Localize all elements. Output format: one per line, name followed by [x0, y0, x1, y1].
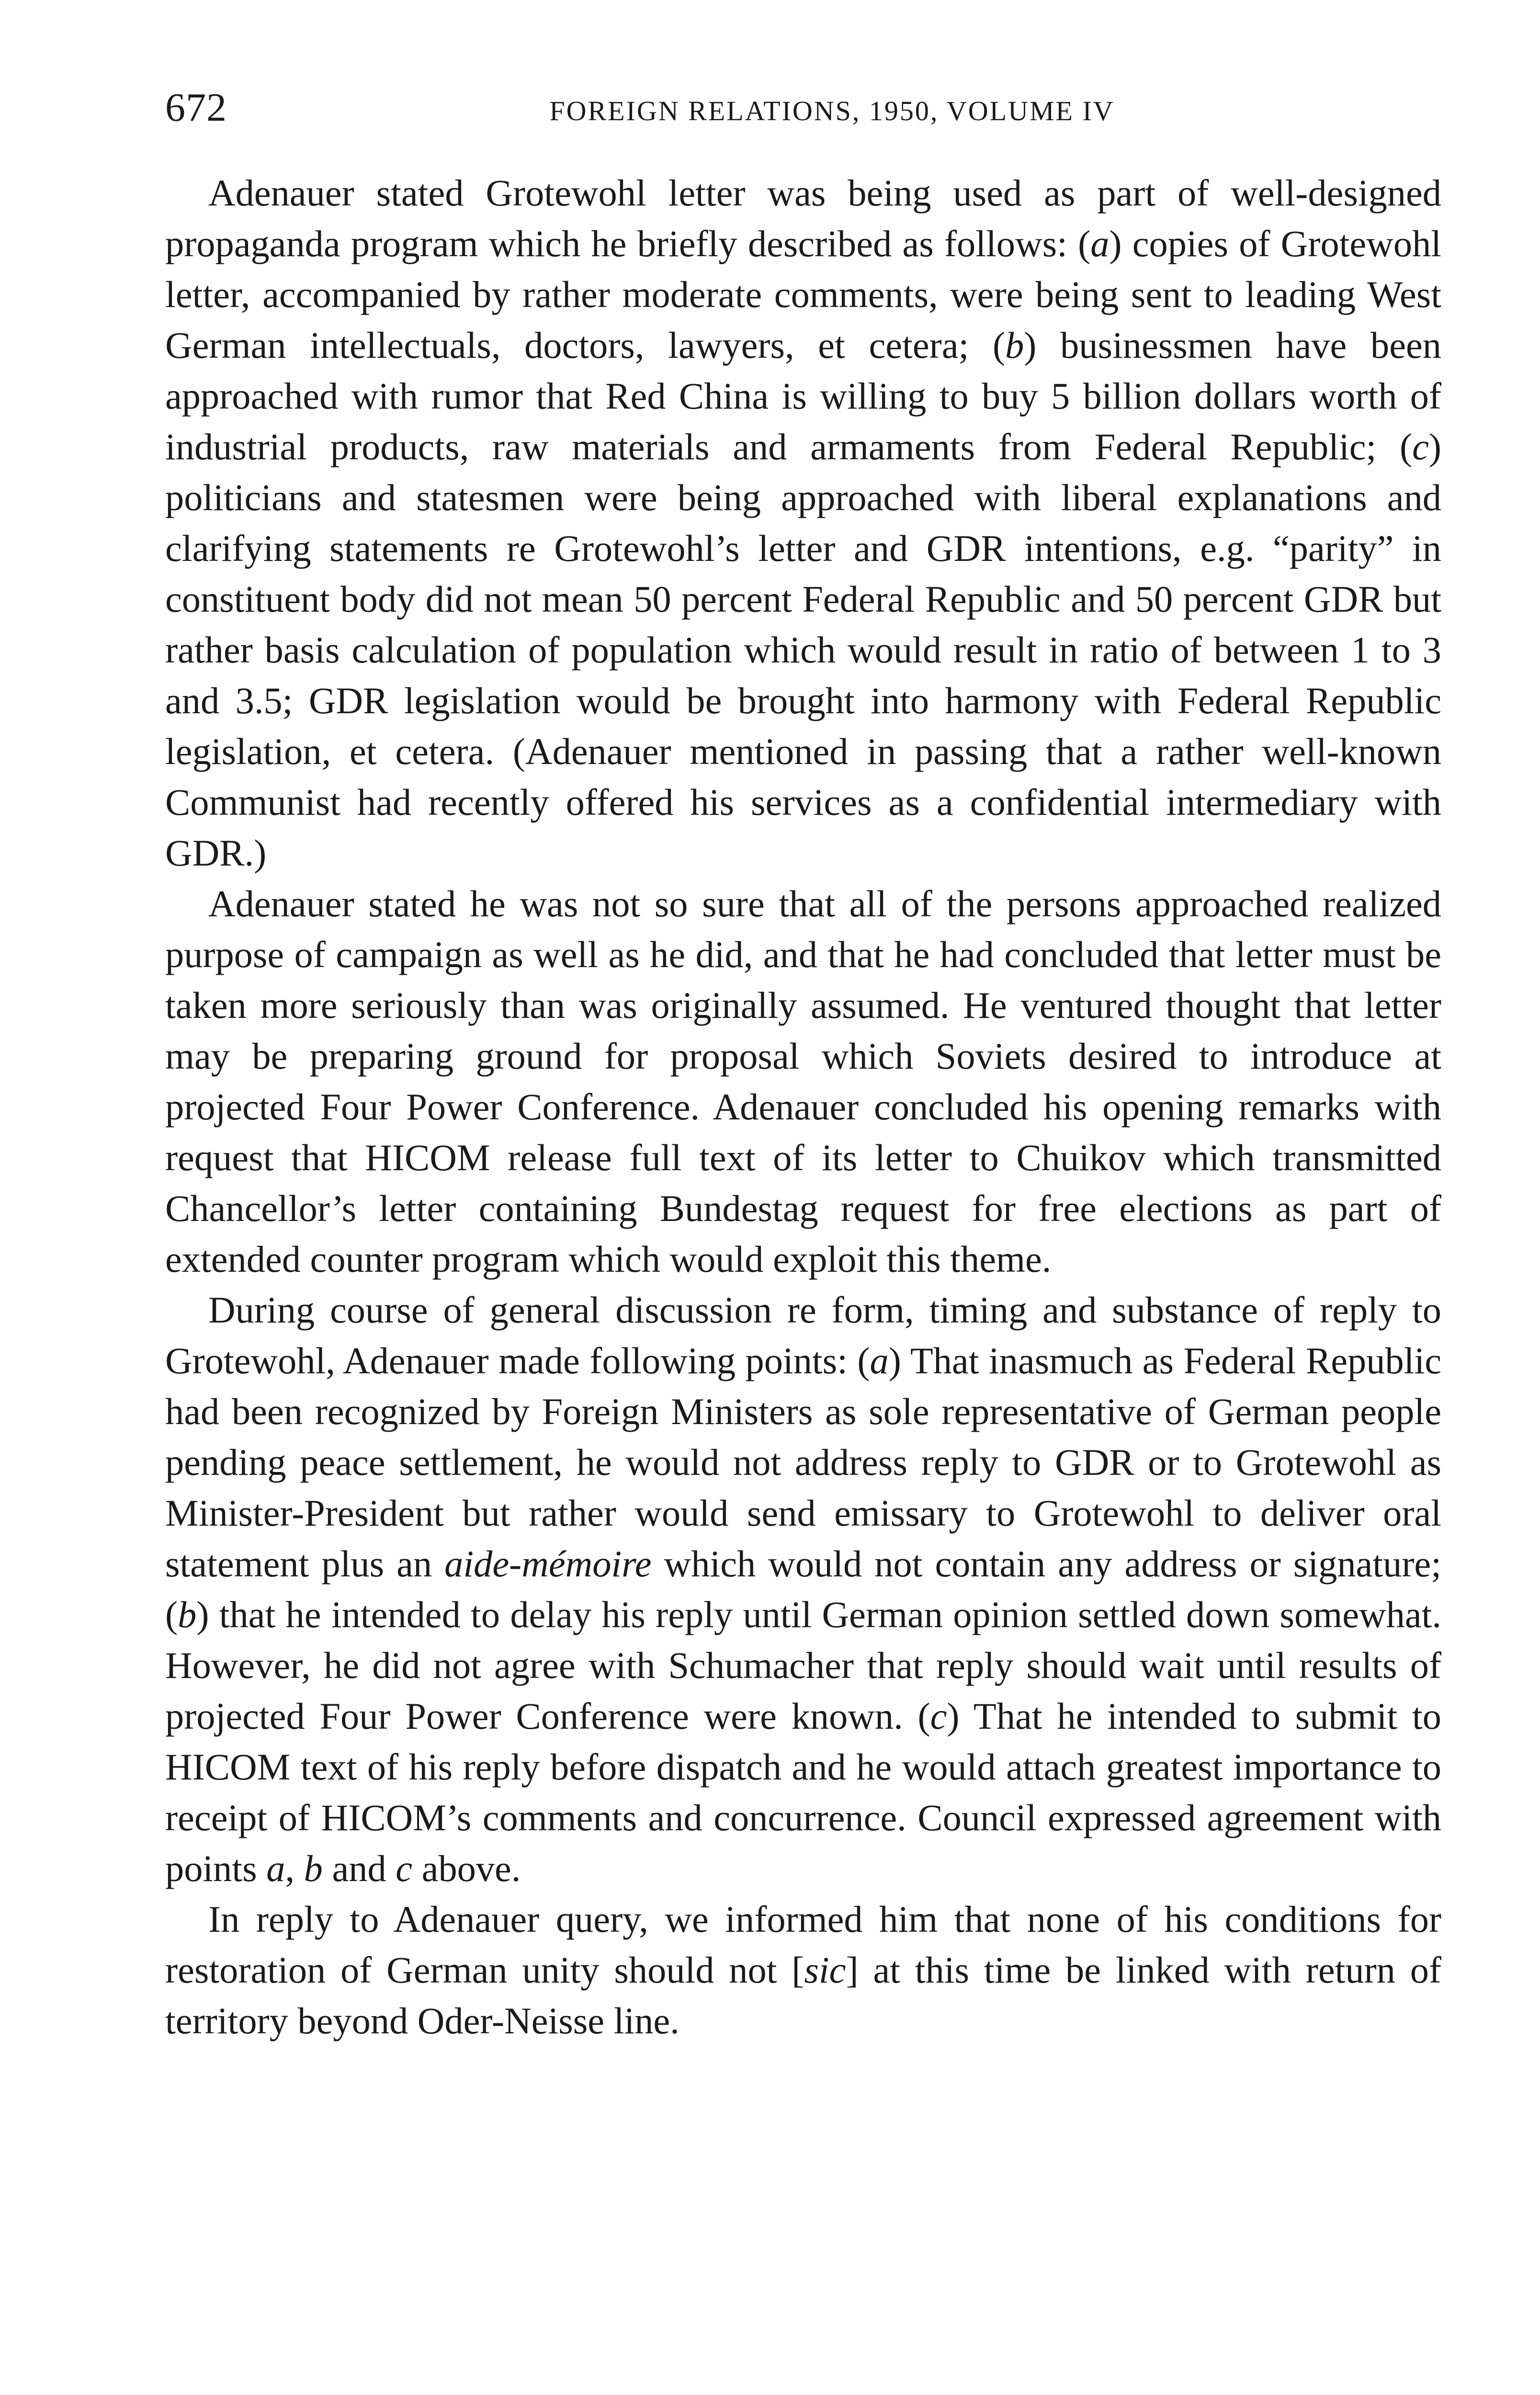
text-run: ) copies of Grotewohl letter, accompanied by rather moderate comments, were being sent to leading West German intellectuals, doctors, lawyers, et cetera; ( [165, 223, 1441, 366]
text-run: ] at this time be linked with return of territory beyond Oder-Neisse line. [165, 1949, 1442, 2041]
list-marker: b [1005, 324, 1024, 366]
list-marker: c [396, 1848, 413, 1889]
paragraph [165, 1894, 1441, 2046]
list-marker: a [266, 1848, 285, 1889]
text-run: ) businessmen have been approached with rumor that Red China is willing to buy 5 billion dollars worth of industrial products, raw materials and armaments from Federal Republic; ( [165, 324, 1442, 468]
text-run: and [322, 1848, 396, 1889]
page-number: 672 [165, 85, 227, 130]
text-run: above. [412, 1848, 521, 1889]
list-marker: b [178, 1594, 197, 1635]
text-run: Adenauer stated he was not so sure that all of the persons approached realized purpose of campaign as well as he did, and that he had concluded that letter must be taken more seriously than was originally assumed. He ventured thought that letter may be preparing ground for proposal which Soviets desired to introduce at projected Four Power Conference. Adenauer concluded his opening remarks with request that HICOM release full text of its letter to Chuikov which transmitted Chancellor’s letter containing Bundestag request for free elections as part of extended counter program which would exploit this theme. [165, 883, 1441, 1280]
paragraph [165, 1285, 1441, 1894]
body-text [165, 168, 1441, 2046]
text-run: ) That he intended to submit to HICOM text of his reply before dispatch and he would attach greatest importance to receipt of HICOM’s comments and concurrence. Council expressed agreement with points [165, 1695, 1441, 1889]
document-page [165, 81, 1441, 2046]
list-marker: c [930, 1695, 947, 1737]
list-marker: c [1412, 426, 1429, 468]
text-run: ) that he intended to delay his reply until German opinion settled down somewhat. However, he did not agree with Schumacher that reply should wait until results of projected Four Power Conference were known. ( [165, 1594, 1441, 1737]
text-run: In reply to Adenauer query, we informed him that none of his conditions for restoration of German unity should not [ [165, 1898, 1441, 1991]
text-run: which would not contain any address or signature; ( [165, 1543, 1442, 1635]
list-marker: a [1090, 223, 1110, 264]
paragraph [165, 168, 1441, 878]
paragraph [165, 878, 1441, 1285]
italic-term: aide-mémoire [444, 1543, 652, 1585]
text-run: ) That inasmuch as Federal Republic had been recognized by Foreign Ministers as sole representative of German people pending peace settlement, he would not address reply to GDR or to Grotewohl as Minister-President but rather would send emissary to Grotewohl to deliver oral statement plus an [165, 1340, 1441, 1585]
running-head [165, 81, 1441, 139]
text-run: Adenauer stated Grotewohl letter was being used as part of well-designed propaganda program which he briefly described as follows: ( [165, 172, 1441, 264]
list-marker: b [304, 1848, 323, 1889]
text-run: During course of general discussion re form, timing and substance of reply to Grotewohl, Adenauer made following points: ( [165, 1289, 1441, 1381]
list-marker: a [870, 1340, 889, 1381]
italic-term: sic [804, 1949, 846, 1991]
text-run: , [285, 1848, 304, 1889]
running-title: FOREIGN RELATIONS, 1950, VOLUME IV [549, 95, 1115, 126]
text-run: ) politicians and statesmen were being approached with liberal explanations and clarifying statements re Grotewohl’s letter and GDR intentions, e.g. “parity” in constituent body did not mean 50 percent Federal Republic and 50 percent GDR but rather basis calculation of population which would result in ratio of between 1 to 3 and 3.5; GDR legislation would be brought into harmony with Federal Republic legislation, et cetera. (Adenauer mentioned in passing that a rather well-known Communist had recently offered his services as a confidential intermediary with GDR.) [165, 426, 1441, 874]
